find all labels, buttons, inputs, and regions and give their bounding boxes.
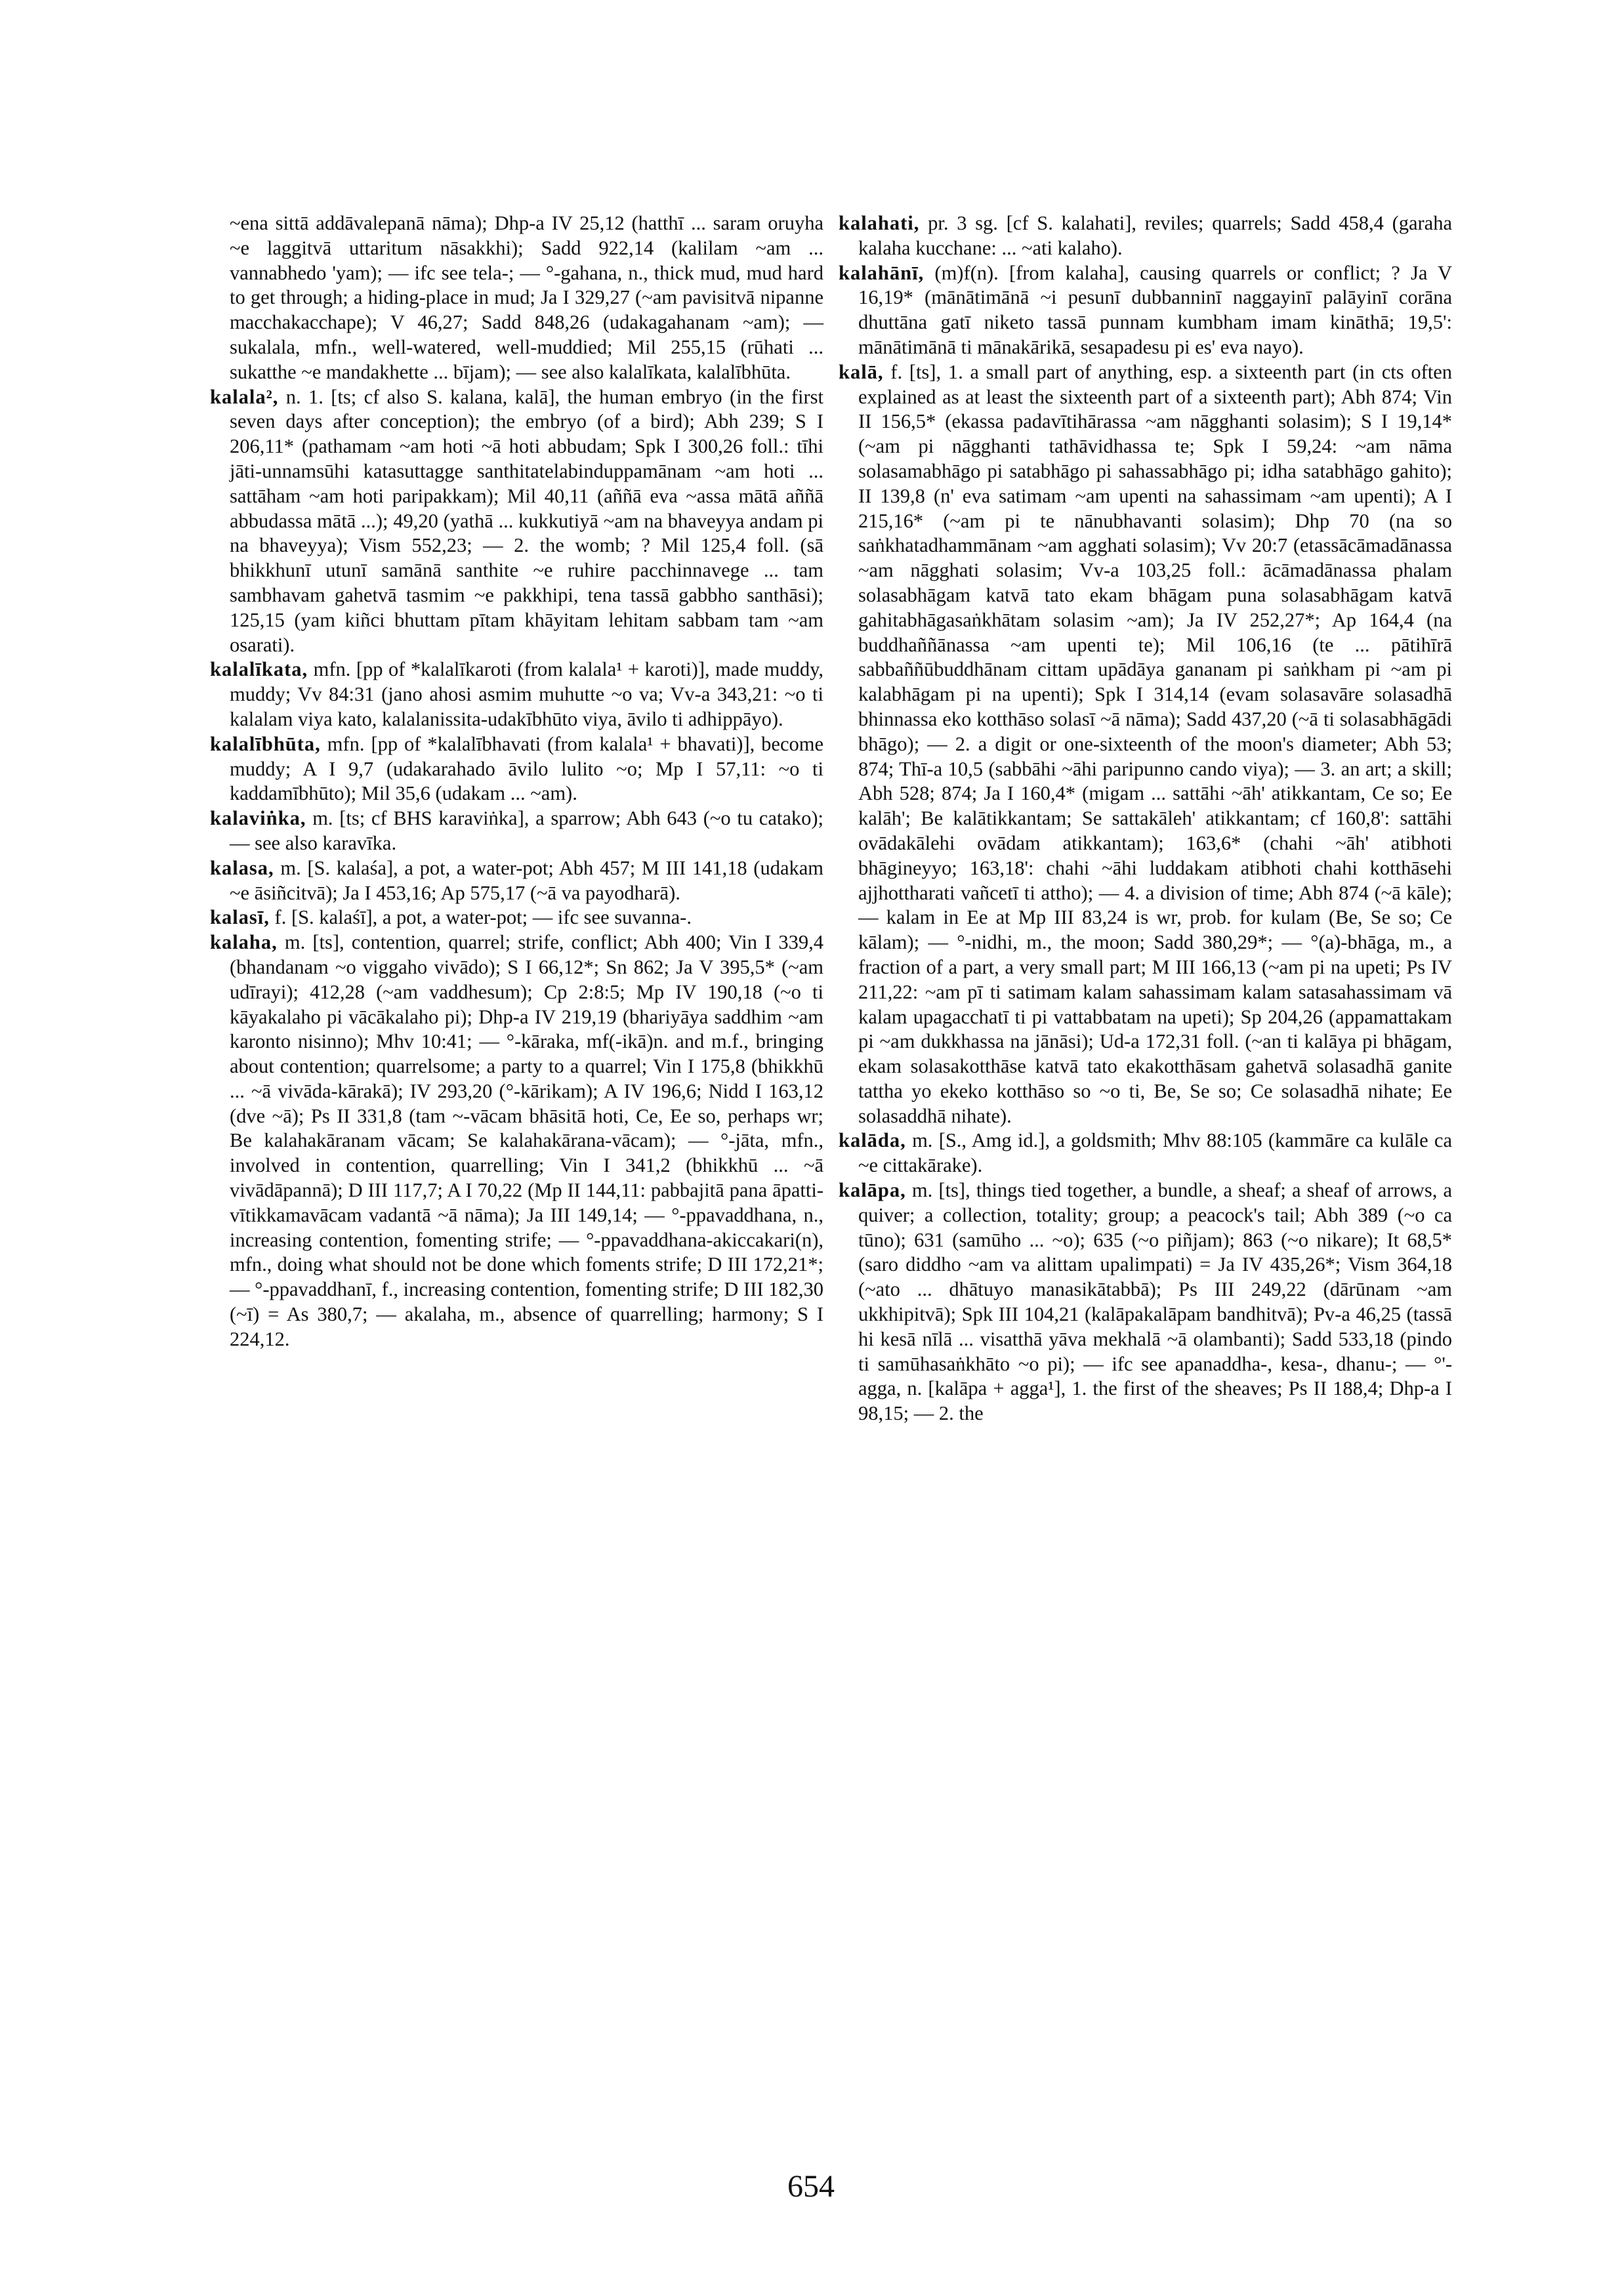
- entry-kala: [839, 360, 1452, 1129]
- entry-kalala: [210, 385, 823, 658]
- entry-body: m. [S., Amg id.], a goldsmith; Mhv 88:105 (kammāre ca kulāle ca ~e cittakārake).: [858, 1129, 1452, 1177]
- headword: kalasī,: [210, 906, 270, 929]
- entry-continuation: ~ena sittā addāvalepanā nāma); Dhp-a IV 25,12 (hatthī ... saram oruyha ~e laggitvā uttaritum nāsakkhi); Sadd 922,14 (kalilam ~am ... vannabhedo 'yam); — ifc see tela-; — °-gahana, n., thick mud, mud hard to get through; a hiding-place in mud; Ja I 329,27 (~am pavisitvā nipanne macchakacchape); V 46,27; Sadd 848,26 (udakagahanam ~am); — sukalala, mfn., well-watered, well-muddied; Mil 255,15 (rūhati ... sukatthe ~e mandakhette ... bījam); — see also kalalīkata, kalalībhūta.: [230, 212, 823, 383]
- entry-body: mfn. [pp of *kalalīkaroti (from kalala¹ + karoti)], made muddy, muddy; Vv 84:31 (jano ahosi asmim muhutte ~o va; Vv-a 343,21: ~o ti kalalam viya kato, kalalanissita-udakībhūto viya, āvilo ti adhippāyo).: [230, 658, 823, 730]
- entry-kalalibhuta: [210, 732, 823, 806]
- entry-body: m. [ts; cf BHS karaviṅka], a sparrow; Abh 643 (~o tu catako); — see also karavīka.: [230, 807, 824, 854]
- headword: kalahati,: [839, 212, 920, 234]
- page-number: 654: [787, 2169, 835, 2204]
- headword: kalaha,: [210, 931, 278, 954]
- entry-kalavinka: [210, 806, 823, 856]
- entry-body: m. [ts], contention, quarrel; strife, conflict; Abh 400; Vin I 339,4 (bhandanam ~o viggaho vivādo); S I 66,12*; Sn 862; Ja V 395,5* (~am udīrayi); 412,28 (~am vaddhesum); Cp 2:8:5; Mp IV 190,18 (~o ti kāyakalaho pi vācākalaho pi); Dhp-a IV 219,19 (bhariyāya saddhim ~am karonto nisinno); Mhv 10:41; — °-kāraka, mf(-ikā)n. and m.f., bringing about contention; quarrelsome; a party to a quarrel; Vin I 175,8 (bhikkhū ... ~ā vivāda-kārakā); IV 293,20 (°-kārikam); A IV 196,6; Nidd I 163,12 (dve ~ā); Ps II 331,8 (tam ~-vācam bhāsitā hoti, Ce, Ee so, perhaps wr; Be kalahakāranam vācam; Se kalahakārana-vācam); — °-jāta, mfn., involved in contention, quarrelling; Vin I 341,2 (bhikkhū ... ~ā vivādāpannā); D III 117,7; A I 70,22 (Mp II 144,11: pabbajitā pana āpatti-vītikkamavācam vadantā ~ā nāma); Ja III 149,14; — °-ppavaddhana, n., increasing contention, fomenting strife; — °-ppavaddhana-akiccakari(n), mfn., doing what should not be done which foments strife; D III 172,21*; — °-ppavaddhanī, f., increasing contention, fomenting strife; D III 182,30 (~ī) = As 380,7; — akalaha, m., absence of quarrelling; harmony; S I 224,12.: [230, 931, 824, 1350]
- headword: kalahānī,: [839, 261, 925, 284]
- entry-body: m. [S. kalaśa], a pot, a water-pot; Abh 457; M III 141,18 (udakam ~e āsiñcitvā); Ja I 453,16; Ap 575,17 (~ā va payodharā).: [230, 856, 824, 904]
- entry-body: f. [S. kalaśī], a pot, a water-pot; — ifc see suvanna-.: [274, 906, 692, 929]
- headword: kalāda,: [839, 1129, 906, 1152]
- headword: kalalīkata,: [210, 658, 308, 681]
- entry-body: (m)f(n). [from kalaha], causing quarrels or conflict; ? Ja V 16,19* (mānātimānā ~i pesunī dubbanninī naggayinī palāyinī corāna dhuttāna gatī niketo tassā punnam kumbham imam kināthā; 19,5': mānātimānā ti mānakārikā, sesapadesu pi es' eva nayo).: [858, 261, 1453, 358]
- headword: kalalībhūta,: [210, 732, 321, 755]
- entry-kalaha: [210, 930, 823, 1352]
- entry-body: mfn. [pp of *kalalībhavati (from kalala¹ + bhavati)], become muddy; A I 9,7 (udakarahado āvilo lulito ~o; Mp I 57,11: ~o ti kaddamībhūto); Mil 35,6 (udakam ... ~am).: [230, 732, 824, 805]
- entry-kalahati: [839, 211, 1452, 261]
- headword: kalāpa,: [839, 1179, 906, 1202]
- entry-kalasi: [210, 905, 823, 930]
- right-column: [839, 211, 1452, 1426]
- headword: kalala²,: [210, 385, 279, 408]
- entry-body: f. [ts], 1. a small part of anything, esp. a sixteenth part (in cts often explained as at least the sixteenth part of a sixteenth part); Abh 874; Vin II 156,5* (ekassa padavītihārassa ~am nāgghanti solasim); S I 19,14* (~am pi nāgghanti tathāvidhassa te; Spk I 59,24: ~am nāma solasamabhāgo pi satabhāgo pi sahassabhāgo pi; idha satabhāgo gahito); II 139,8 (n' eva satimam ~am upenti na sahassimam ~am upenti); A I 215,16* (~am pi te nānubhavanti solasim); Dhp 70 (na so saṅkhatadhammānam ~am agghati solasim); Vv 20:7 (etassācāmadānassa ~am nāgghati solasim; Vv-a 103,25 foll.: ācāmadānassa phalam solasabhāgam katvā tato ekam bhāgam puna solasabhāgam katvā gahitabhāgasaṅkhātam solasim ~am); Ja IV 252,27*; Ap 164,4 (na buddhaññānassa ~am upenti te); Mil 106,16 (te ... pātihīrā sabbaññūbuddhānam cittam upādāya gananam pi saṅkham pi ~am pi kalabhāgam pi na upenti); Spk I 314,14 (evam solasavāre solasadhā bhinnassa eko kotthāso solasī ~ā nāma); Sadd 437,20 (~ā ti solasabhāgādi bhāgo); — 2. a digit or one-sixteenth of the moon's diameter; Abh 53; 874; Thī-a 10,5 (sabbāhi ~āhi paripunno cando viya); — 3. an art; a skill; Abh 528; 874; Ja I 160,4* (migam ... sattāhi ~āh' atikkantam, Ce so; Ee kalāh'; Be kalātikkantam; Se sattakāleh' atikkantam; cf 160,8': sattāhi ovādakālehi ovādam atikkantam); 163,6* (chahi ~āh' atibhoti bhāgineyyo; 163,18': chahi ~āhi luddakam atibhoti chahi kotthāsehi ajjhottharati vañcetī ti attho); — 4. a division of time; Abh 874 (~ā kāle); — kalam in Ee at Mp III 83,24 is wr, prob. for kulam (Be, Se so; Ce kālam); — °-nidhi, m., the moon; Sadd 380,29*; — °(a)-bhāga, m., a fraction of a part, a very small part; M III 166,13 (~am pi na upeti; Ps IV 211,22: ~am pī ti satimam kalam sahassimam kalam satasahassimam vā kalam upagacchatī ti pi vattabbatam na upeti); Sp 204,26 (appamattakam pi ~am dukkhassa na jānāsi); Ud-a 172,31 foll. (~an ti kalāya pi bhāgam, ekam solasakotthāse katvā tato ekakotthāsam gahetvā solasadhā ganite tattha yo ekeko kotthāso so ~o ti, Be, Se so; Ce solasadhā nihate; Ee solasaddhā nihate).: [858, 360, 1452, 1127]
- headword: kalasa,: [210, 856, 274, 879]
- left-column: [210, 211, 823, 1352]
- entry-body: n. 1. [ts; cf also S. kalana, kalā], the human embryo (in the first seven days after conception); the embryo (of a bird); Abh 239; S I 206,11* (pathamam ~am hoti ~ā hoti abbudam; Spk I 300,26 foll.: tīhi jāti-unnamsūhi katasuttagge santhitatelabinduppamānam ~am hoti ... sattāham ~am hoti paripakkam); Mil 40,11 (aññā eva ~assa mātā aññā abbudassa mātā ...); 49,20 (yathā ... kukkutiyā ~am na bhaveyya andam pi na bhaveyya); Vism 552,23; — 2. the womb; ? Mil 125,4 foll. (sā bhikkhunī utunī samānā santhite ~e ruhire pacchinnavege ... tam sambhavam gahetvā tasmim ~e pakkhipi, tena tassā gabbho santhāsi); 125,15 (yam kiñci bhuttam pītam khāyitam lehitam sabbam tam ~am osarati).: [230, 385, 824, 656]
- entry-body: pr. 3 sg. [cf S. kalahati], reviles; quarrels; Sadd 458,4 (garaha kalaha kucchane: ... ~ati kalaho).: [858, 212, 1452, 259]
- entry-kalapa: [839, 1178, 1452, 1426]
- headword: kalā,: [839, 360, 884, 383]
- entry-kalalikata: [210, 657, 823, 732]
- entry-kalasa: [210, 856, 823, 906]
- headword: kalaviṅka,: [210, 807, 306, 830]
- entry-kalahani: [839, 261, 1452, 360]
- entry-kalada: [839, 1128, 1452, 1178]
- entry-body: m. [ts], things tied together, a bundle, a sheaf; a sheaf of arrows, a quiver; a collection, totality; group; a peacock's tail; Abh 389 (~o ca tūno); 631 (samūho ... ~o); 635 (~o piñjam); 863 (~o nikare); It 68,5* (saro diddho ~am va alittam upalimpati) = Ja IV 435,26*; Vism 364,18 (~ato ... dhātuyo manasikātabbā); Ps III 249,22 (dārūnam ~am ukkhipitvā); Spk III 104,21 (kalāpakalāpam bandhitvā); Pv-a 46,25 (tassā hi kesā nīlā ... visatthā yāva mekhalā ~ā olambanti); Sadd 533,18 (pindo ti samūhasaṅkhāto ~o pi); — ifc see apanaddha-, kesa-, dhanu-; — °'-agga, n. [kalāpa + agga¹], 1. the first of the sheaves; Ps II 188,4; Dhp-a I 98,15; — 2. the: [858, 1179, 1452, 1425]
